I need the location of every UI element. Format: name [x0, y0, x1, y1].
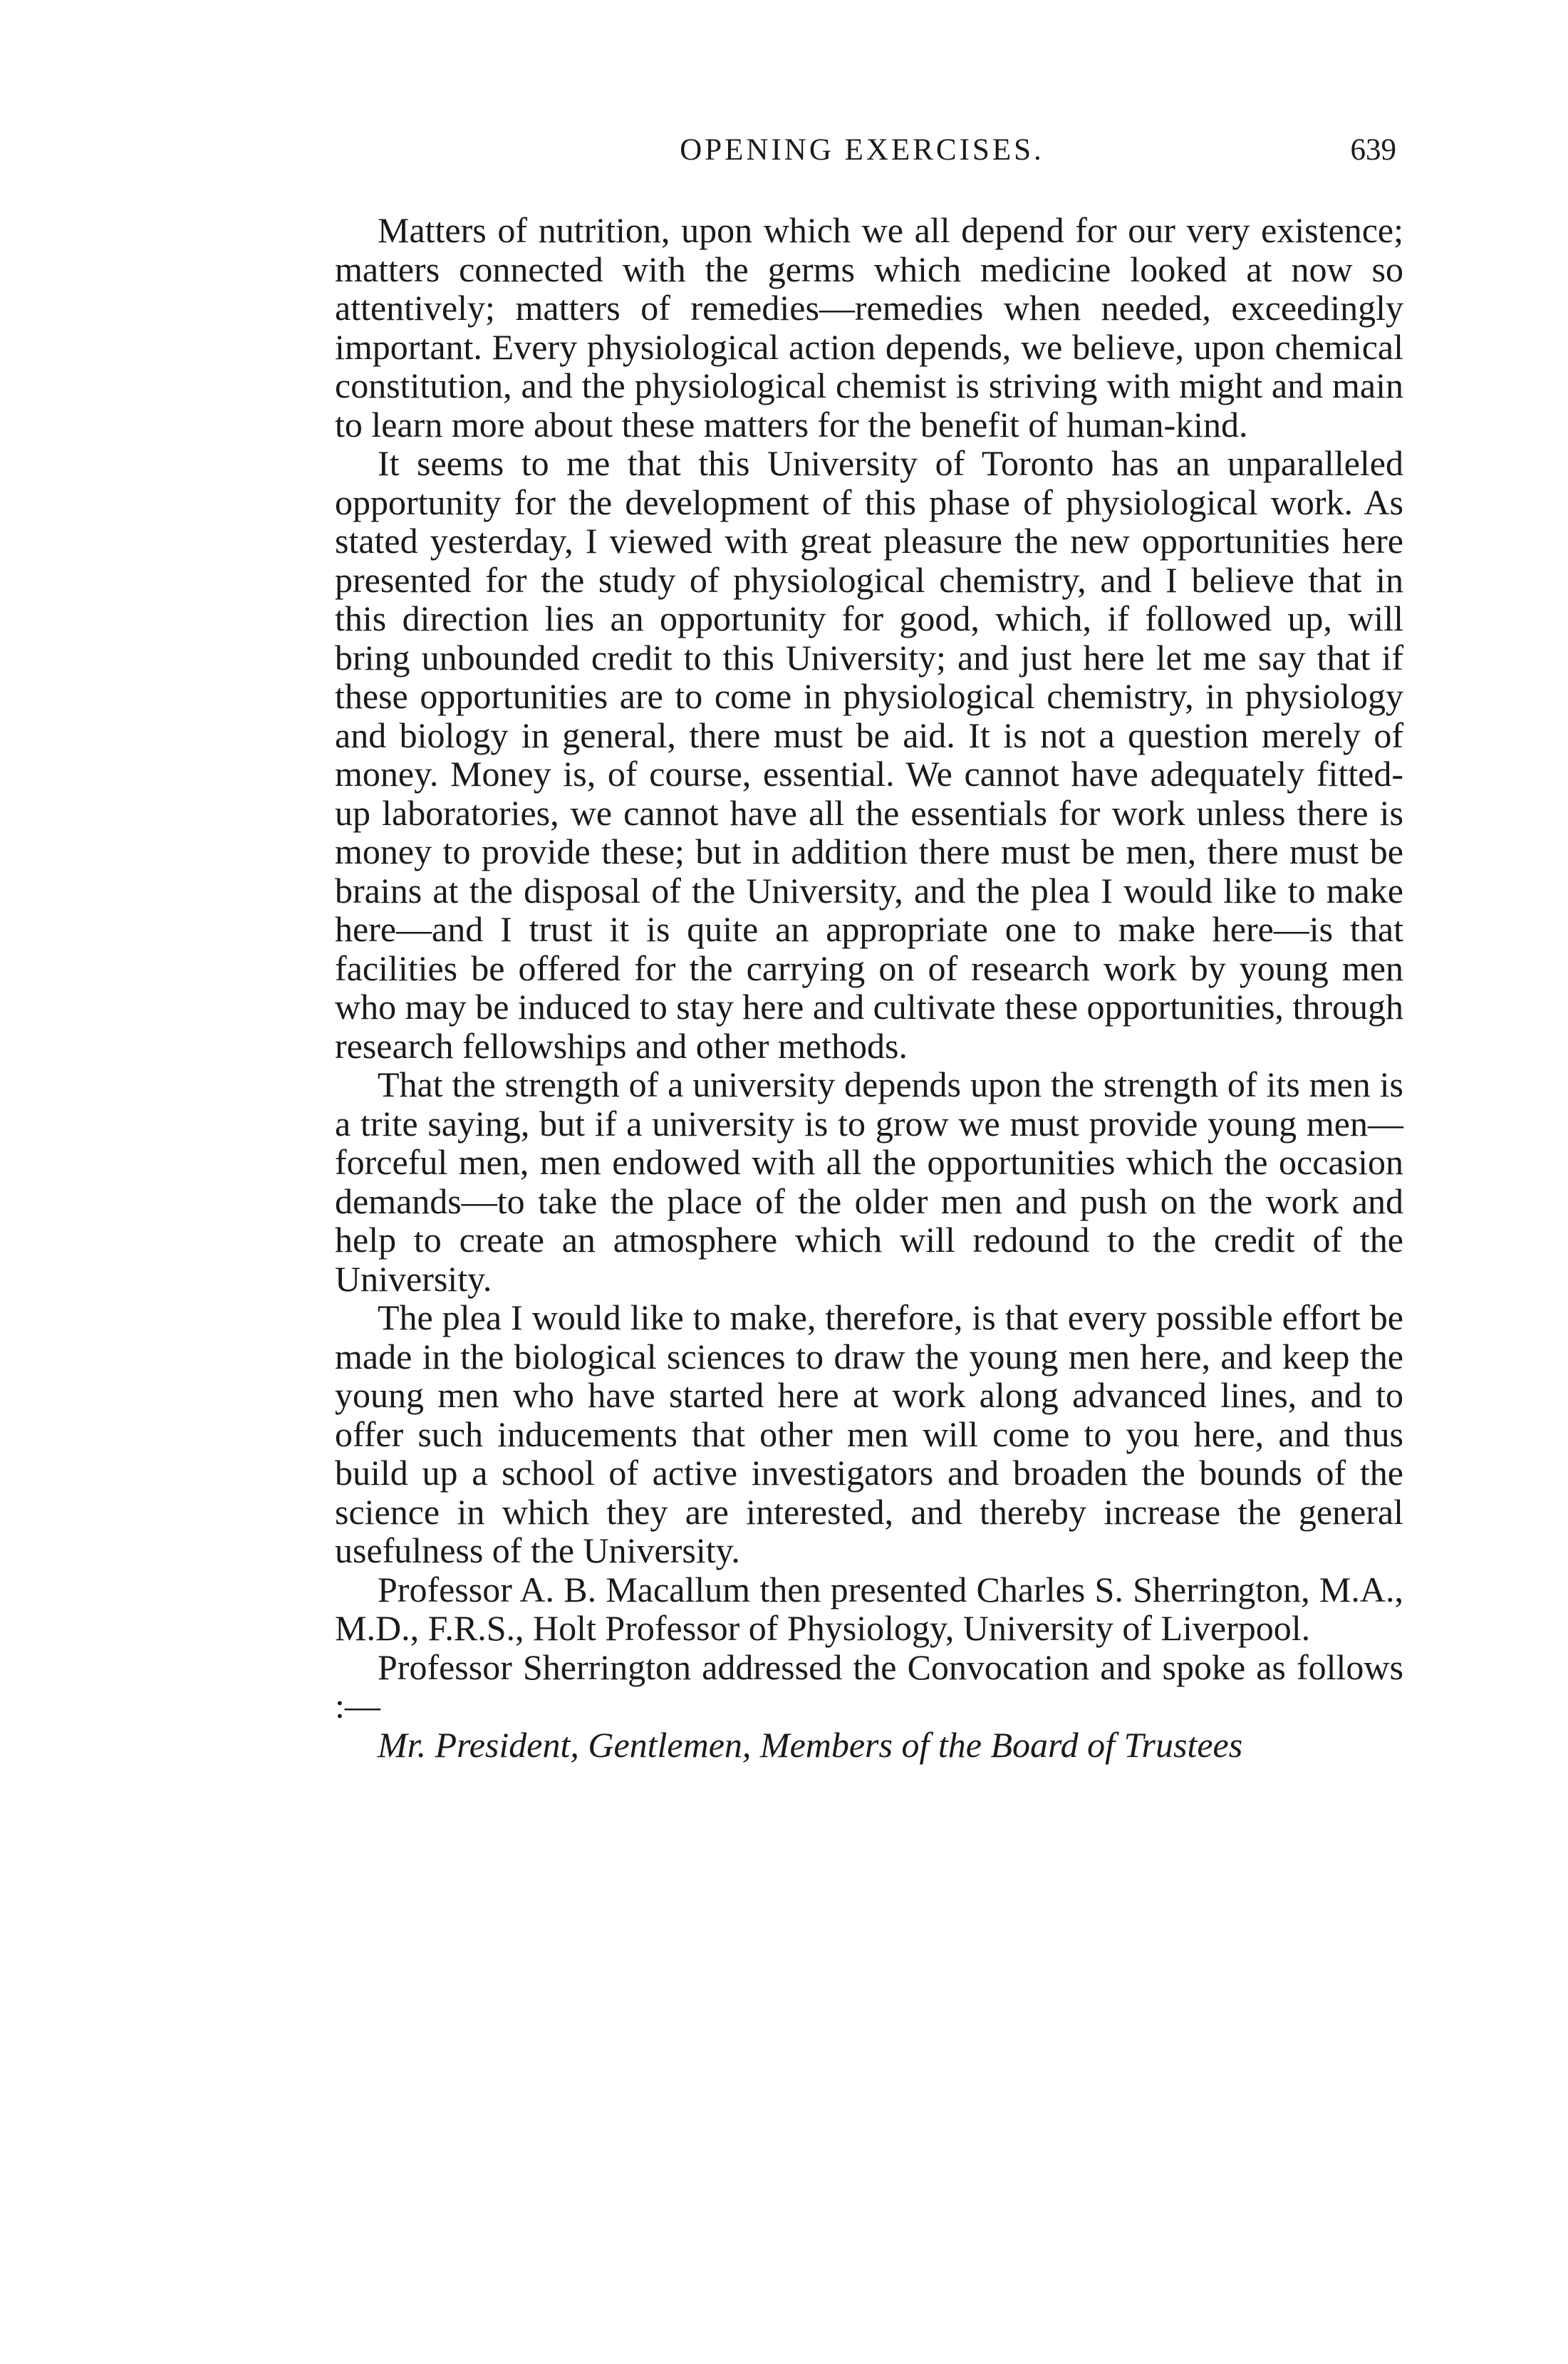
body-text: [335, 211, 1403, 1764]
page-number: 639: [1350, 133, 1396, 167]
paragraph-salutation: Mr. President, Gentlemen, Members of the Board of Trustees: [378, 1724, 1243, 1765]
paragraph-plea: The plea I would like to make, therefore, is that every possible effort be made in the biological sciences to draw the young men here, and keep the young men who have started here at work along advanced lines, and to offer such inducements that other men will come to you here, and thus build up a school of active investigators and broaden the bounds of the science in which they are interested, and thereby increase the general usefulness of the University.: [335, 1297, 1403, 1570]
running-head: OPENING EXERCISES.: [680, 133, 1044, 167]
paragraph-address-intro: Professor Sherrington addressed the Convocation and spoke as follows :—: [335, 1647, 1403, 1726]
page-header: [328, 133, 1396, 182]
paragraph-strength-of-men: That the strength of a university depends upon the strength of its men is a trite saying, but if a university is to grow we must provide young men—forceful men, men endowed with all the opportunities which the occasion demands—to take the place of the older men and push on the work and help to create an atmosphere which will redound to the credit of the University.: [335, 1064, 1403, 1299]
paragraph-nutrition: Matters of nutrition, upon which we all depend for our very existence; matters connected with the germs which medicine looked at now so attentively; matters of remedies—remedies when needed, exceedingly important. Every physiological action depends, we believe, upon chemical constitution, and the physiological chemist is striving with might and main to learn more about these matters for the benefit of human-kind.: [335, 210, 1403, 445]
paragraph-presentation: Professor A. B. Macallum then presented Charles S. Sherrington, M.A., M.D., F.R.S., Holt Professor of Physiology, University of Liverpool.: [335, 1569, 1403, 1648]
paragraph-university-opportunity: It seems to me that this University of Toronto has an unparalleled opportunity for the development of this phase of physiological work. As stated yesterday, I viewed with great pleasure the new opportunities here presented for the study of physiological chemistry, and I believe that in this direction lies an opportunity for good, which, if followed up, will bring unbounded credit to this University; and just here let me say that if these opportunities are to come in physiological chemistry, in physiology and biology in general, there must be aid. It is not a question merely of money. Money is, of course, essential. We cannot have adequately fitted-up laboratories, we cannot have all the essentials for work unless there is money to provide these; but in addition there must be men, there must be brains at the disposal of the University, and the plea I would like to make here—and I trust it is quite an appropriate one to make here—is that facilities be offered for the carrying on of research work by young men who may be induced to stay here and cultivate these opportunities, through research fellowships and other methods.: [335, 443, 1403, 1066]
